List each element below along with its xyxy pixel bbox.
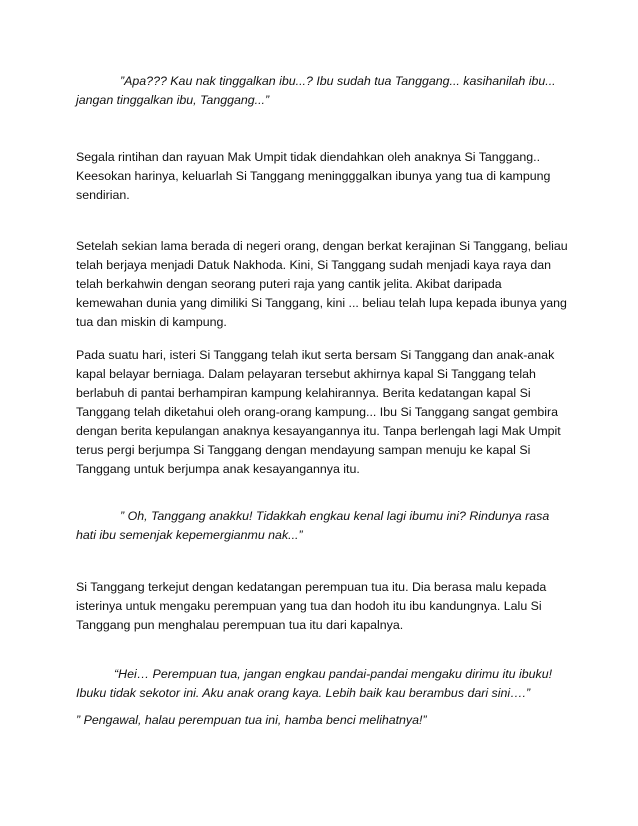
narrative-paragraph-2: Setelah sekian lama berada di negeri orang, dengan berkat kerajinan Si Tanggang, beliau telah berjaya menjadi Datuk Nakhoda. Kini, Si Tanggang sudah menjadi kaya raya dan telah berkahwin dengan seorang puteri raja yang cantik jelita. Akibat daripada kemewahan dunia yang dimiliki Si Tanggang, kini ... beliau telah lupa kepada ibunya yang tua dan miskin di kampung. (76, 239, 568, 329)
narrative-paragraph-3: Pada suatu hari, isteri Si Tanggang telah ikut serta bersam Si Tanggang dan anak-anak kapal belayar berniaga. Dalam pelayaran tersebut akhirnya kapal Si Tanggang telah berlabuh di pantai berhampiran kampung kelahirannya. Berita kedatangan kapal Si Tanggang telah diketahui oleh orang-orang kampung... Ibu Si Tanggang sangat gembira dengan berita kepulangan anaknya kesayangannya itu. Tanpa berlengah lagi Mak Umpit terus pergi berjumpa Si Tanggang dengan mendayung sampan menuju ke kapal Si Tanggang untuk berjumpa anak kesayangannya itu. (76, 348, 561, 476)
dialogue-paragraph-3: “Hei… Perempuan tua, jangan engkau pandai-pandai mengaku dirimu itu ibuku! Ibuku tidak sekotor ini. Aku anak orang kaya. Lebih baik kau berambus dari sini….” (76, 667, 553, 700)
narrative-paragraph-1: Segala rintihan dan rayuan Mak Umpit tidak diendahkan oleh anaknya Si Tanggang.. Keesokan harinya, keluarlah Si Tanggang meningggalkan ibunya yang tua di kampung sendirian. (76, 150, 551, 202)
narrative-paragraph-4: Si Tanggang terkejut dengan kedatangan perempuan tua itu. Dia berasa malu kepada isterinya untuk mengaku perempuan yang tua dan hodoh itu ibu kandungnya. Lalu Si Tanggang pun menghalau perempuan tua itu dari kapalnya. (76, 580, 547, 632)
dialogue-paragraph-2: ” Oh, Tanggang anakku! Tidakkah engkau kenal lagi ibumu ini? Rindunya rasa hati ibu semenjak kepemergianmu nak...” (76, 509, 550, 542)
dialogue-paragraph-4: ” Pengawal, halau perempuan tua ini, hamba benci melihatnya!” (76, 713, 427, 727)
dialogue-paragraph-1: ”Apa??? Kau nak tinggalkan ibu...? Ibu sudah tua Tanggang... kasihanilah ibu... jangan tinggalkan ibu, Tanggang...” (76, 74, 556, 107)
